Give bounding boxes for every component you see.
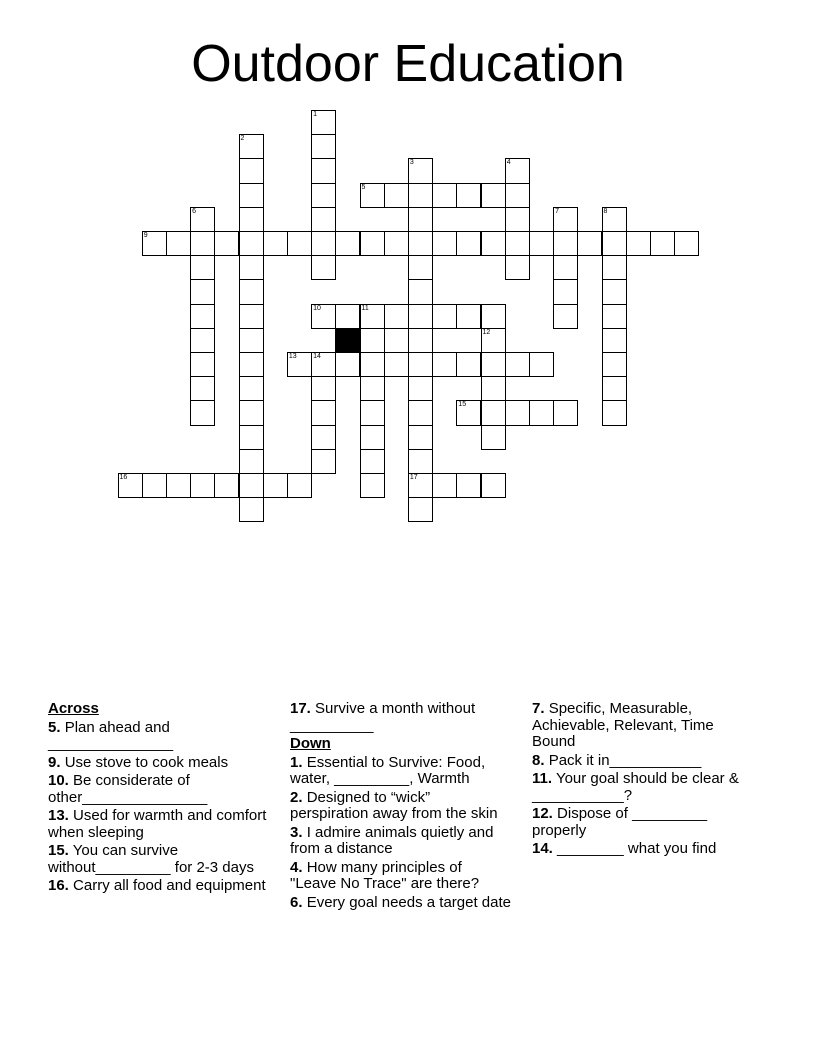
clue-number: 10.	[48, 772, 69, 789]
grid-cell[interactable]	[602, 400, 627, 425]
grid-cell[interactable]	[190, 400, 215, 425]
grid-cell[interactable]	[190, 352, 215, 377]
cell-number: 2	[240, 135, 245, 143]
grid-cell[interactable]	[408, 207, 433, 232]
grid-cell[interactable]	[239, 425, 264, 450]
grid-cell[interactable]	[311, 352, 336, 377]
grid-cell[interactable]	[481, 473, 506, 498]
clue-down-12	[532, 806, 754, 839]
grid-cell[interactable]	[602, 279, 627, 304]
grid-cell[interactable]	[408, 400, 433, 425]
clue-column-1	[48, 701, 270, 897]
grid-cell[interactable]	[602, 231, 627, 256]
grid-cell[interactable]	[360, 449, 385, 474]
puzzle-title: Outdoor Education	[191, 35, 625, 93]
clue-text: Be considerate of other_______________	[48, 772, 208, 806]
grid-cell[interactable]	[311, 425, 336, 450]
clue-across-13	[48, 808, 270, 841]
cell-number: 15	[458, 401, 467, 409]
clue-text: How many principles of "Leave No Trace" are there?	[290, 858, 480, 892]
grid-cell[interactable]	[408, 183, 433, 208]
grid-cell[interactable]	[650, 231, 675, 256]
clue-across-5	[48, 720, 270, 753]
grid-cell[interactable]	[553, 279, 578, 304]
grid-cell[interactable]	[287, 473, 312, 498]
grid-cell[interactable]	[481, 231, 506, 256]
grid-cell[interactable]	[674, 231, 699, 256]
cell-number: 3	[409, 159, 414, 167]
cell-number: 13	[288, 353, 297, 360]
cell-number: 1	[313, 111, 317, 118]
grid-cell[interactable]	[408, 158, 433, 183]
grid-cell[interactable]	[505, 255, 530, 280]
grid-cell[interactable]	[311, 207, 336, 232]
clue-across-15	[48, 843, 270, 876]
grid-cell[interactable]	[239, 328, 264, 353]
grid-cell[interactable]	[505, 400, 530, 425]
grid-cell[interactable]	[335, 231, 360, 256]
clue-number: 1.	[290, 753, 303, 771]
clue-down-4	[290, 860, 512, 893]
clue-number: 3.	[290, 823, 303, 841]
grid-cell[interactable]	[384, 231, 409, 256]
clue-text: Specific, Measurable, Achievable, Relevant, Time Bound	[532, 700, 714, 750]
grid-cell[interactable]	[239, 497, 264, 522]
grid-cell[interactable]	[481, 425, 506, 450]
grid-cell[interactable]	[529, 352, 554, 377]
grid-cell[interactable]	[577, 231, 602, 256]
grid-cell[interactable]	[505, 183, 530, 208]
clue-number: 6.	[290, 893, 303, 911]
grid-cell[interactable]	[263, 473, 288, 498]
grid-cell[interactable]	[408, 497, 433, 522]
clue-down-2	[290, 790, 512, 823]
grid-cell[interactable]	[432, 304, 457, 329]
cell-number: 9	[143, 232, 148, 239]
grid-cell[interactable]	[602, 207, 627, 232]
clue-text: Plan ahead and _______________	[48, 718, 174, 752]
cell-number: 4	[506, 159, 511, 167]
grid-cell[interactable]	[190, 279, 215, 304]
grid-cell[interactable]	[360, 425, 385, 450]
clue-text: Use stove to cook meals	[64, 753, 229, 771]
grid-cell[interactable]	[311, 231, 336, 256]
clue-number: 7.	[532, 700, 545, 717]
grid-cell[interactable]	[166, 473, 191, 498]
grid-cell[interactable]	[408, 255, 433, 280]
grid-cell[interactable]	[142, 473, 167, 498]
grid-cell[interactable]	[481, 400, 506, 425]
clue-text: Your goal should be clear & ___________?	[532, 770, 739, 804]
clue-text: Survive a month without __________	[290, 700, 476, 734]
clue-text: ________ what you find	[557, 840, 717, 857]
grid-cell[interactable]	[311, 376, 336, 401]
down-heading: Down	[290, 735, 331, 752]
grid-cell[interactable]	[190, 328, 215, 353]
clue-number: 16.	[48, 877, 69, 894]
grid-cell[interactable]	[239, 279, 264, 304]
grid-cell[interactable]	[553, 207, 578, 232]
grid-cell[interactable]	[360, 304, 385, 329]
grid-cell[interactable]	[456, 400, 481, 425]
grid-cell[interactable]	[263, 231, 288, 256]
grid-cell[interactable]	[408, 279, 433, 304]
grid-cell[interactable]	[626, 231, 651, 256]
cell-number: 8	[603, 207, 608, 215]
clue-number: 4.	[290, 858, 303, 876]
grid-cell[interactable]	[553, 231, 578, 256]
clue-across-17	[290, 701, 512, 734]
grid-cell[interactable]	[481, 183, 506, 208]
cell-number: 11	[361, 304, 369, 312]
grid-cell[interactable]	[239, 376, 264, 401]
grid-cell[interactable]	[384, 183, 409, 208]
grid-cell[interactable]	[602, 376, 627, 401]
clue-text: Every goal needs a target date	[306, 893, 511, 911]
clue-text: Pack it in___________	[548, 751, 702, 769]
grid-cell[interactable]	[311, 449, 336, 474]
grid-cell[interactable]	[602, 255, 627, 280]
grid-cell[interactable]	[360, 352, 385, 377]
clue-down-7	[532, 701, 754, 751]
grid-cell[interactable]	[118, 473, 143, 498]
cell-number: 6	[192, 207, 196, 215]
clue-number: 9.	[48, 753, 61, 771]
grid-cell[interactable]	[481, 328, 506, 353]
grid-cell[interactable]	[239, 158, 264, 183]
grid-cell[interactable]	[360, 376, 385, 401]
clue-text: Carry all food and equipment	[73, 877, 266, 894]
grid-cell[interactable]	[432, 183, 457, 208]
grid-cell[interactable]	[311, 134, 336, 159]
cell-number: 14	[313, 353, 321, 360]
clue-across-9	[48, 755, 270, 772]
clue-down-14	[532, 841, 754, 858]
grid-cell[interactable]	[360, 473, 385, 498]
clue-number: 13.	[48, 807, 69, 824]
grid-cell[interactable]	[505, 352, 530, 377]
grid-cell[interactable]	[384, 352, 409, 377]
grid-cell[interactable]	[287, 352, 312, 377]
grid-cell[interactable]	[311, 255, 336, 280]
across-heading: Across	[48, 700, 99, 717]
clue-number: 17.	[290, 700, 311, 717]
grid-cell[interactable]	[190, 207, 215, 232]
grid-cell[interactable]	[360, 328, 385, 353]
grid-cell[interactable]	[311, 158, 336, 183]
clue-number: 8.	[532, 751, 545, 769]
clue-text: You can survive without_________ for 2-3 days	[48, 842, 254, 876]
grid-cell[interactable]	[505, 158, 530, 183]
grid-cell[interactable]	[335, 352, 360, 377]
clue-down-11	[532, 771, 754, 804]
clue-column-2	[290, 701, 512, 913]
grid-cell[interactable]	[432, 231, 457, 256]
grid-cell[interactable]	[335, 304, 360, 329]
clue-down-8	[532, 753, 754, 770]
grid-cell[interactable]	[239, 449, 264, 474]
clue-down-1	[290, 755, 512, 788]
grid-cell[interactable]	[456, 231, 481, 256]
clue-column-3	[532, 701, 754, 860]
grid-cell[interactable]	[456, 304, 481, 329]
clue-number: 15.	[48, 842, 69, 859]
grid-cell[interactable]	[481, 376, 506, 401]
clue-down-6	[290, 895, 512, 912]
grid-cell[interactable]	[602, 304, 627, 329]
cell-number: 5	[361, 183, 366, 191]
cell-number: 17	[409, 474, 418, 481]
clue-text: Essential to Survive: Food, water, _________, Warmth	[290, 753, 486, 787]
grid-cell[interactable]	[239, 352, 264, 377]
clue-text: Used for warmth and comfort when sleeping	[48, 807, 267, 841]
clue-text: Dispose of _________ properly	[532, 805, 708, 839]
clue-across-16	[48, 878, 270, 895]
grid-cell[interactable]	[311, 183, 336, 208]
cell-number: 12	[482, 328, 491, 336]
grid-cell[interactable]	[287, 231, 312, 256]
grid-cell[interactable]	[456, 352, 481, 377]
grid-cell[interactable]	[311, 400, 336, 425]
clue-number: 2.	[290, 788, 303, 806]
grid-cell[interactable]	[239, 231, 264, 256]
clue-number: 11.	[532, 770, 553, 787]
grid-cell[interactable]	[142, 231, 167, 256]
grid-cell[interactable]	[214, 231, 239, 256]
grid-cell[interactable]	[529, 231, 554, 256]
grid-cell[interactable]	[456, 473, 481, 498]
grid-cell[interactable]	[190, 231, 215, 256]
grid-cell[interactable]	[239, 400, 264, 425]
grid-cell[interactable]	[456, 183, 481, 208]
grid-cell[interactable]	[481, 304, 506, 329]
clue-text: I admire animals quietly and from a distance	[290, 823, 494, 857]
grid-cell[interactable]	[553, 400, 578, 425]
grid-cell[interactable]	[214, 473, 239, 498]
grid-cell[interactable]	[432, 352, 457, 377]
cell-number: 16	[119, 474, 128, 481]
grid-cell[interactable]	[166, 231, 191, 256]
grid-cell[interactable]	[529, 400, 554, 425]
grid-cell[interactable]	[239, 473, 264, 498]
grid-cell[interactable]	[505, 207, 530, 232]
grid-cell[interactable]	[408, 376, 433, 401]
grid-cell[interactable]	[481, 352, 506, 377]
grid-cell[interactable]	[190, 255, 215, 280]
grid-cell[interactable]	[553, 304, 578, 329]
grid-cell[interactable]	[553, 255, 578, 280]
grid-cell[interactable]	[432, 473, 457, 498]
grid-cell[interactable]	[360, 183, 385, 208]
grid-cell[interactable]	[602, 328, 627, 353]
grid-cell[interactable]	[311, 304, 336, 329]
grid-cell[interactable]	[408, 425, 433, 450]
grid-cell[interactable]	[505, 231, 530, 256]
grid-cell[interactable]	[239, 183, 264, 208]
grid-cell[interactable]	[239, 304, 264, 329]
grid-cell[interactable]	[408, 352, 433, 377]
grid-cell[interactable]	[408, 231, 433, 256]
grid-cell[interactable]	[408, 304, 433, 329]
grid-cell[interactable]	[408, 449, 433, 474]
cell-number: 10	[313, 304, 321, 312]
clue-number: 12.	[532, 805, 553, 822]
grid-cell[interactable]	[360, 231, 385, 256]
clue-number: 5.	[48, 718, 61, 736]
grid-cell[interactable]	[311, 110, 336, 135]
black-cell	[335, 328, 360, 353]
grid-cell[interactable]	[602, 352, 627, 377]
cell-number: 7	[555, 207, 559, 215]
grid-cell[interactable]	[190, 473, 215, 498]
grid-cell[interactable]	[190, 304, 215, 329]
grid-cell[interactable]	[408, 473, 433, 498]
clue-text: Designed to “wick” perspiration away from the skin	[290, 788, 498, 822]
grid-cell[interactable]	[239, 255, 264, 280]
grid-cell[interactable]	[239, 134, 264, 159]
clue-down-3	[290, 825, 512, 858]
grid-cell[interactable]	[408, 328, 433, 353]
grid-cell[interactable]	[239, 207, 264, 232]
clue-across-10	[48, 773, 270, 806]
grid-cell[interactable]	[384, 304, 409, 329]
grid-cell[interactable]	[190, 376, 215, 401]
grid-cell[interactable]	[360, 400, 385, 425]
clue-number: 14.	[532, 840, 553, 857]
